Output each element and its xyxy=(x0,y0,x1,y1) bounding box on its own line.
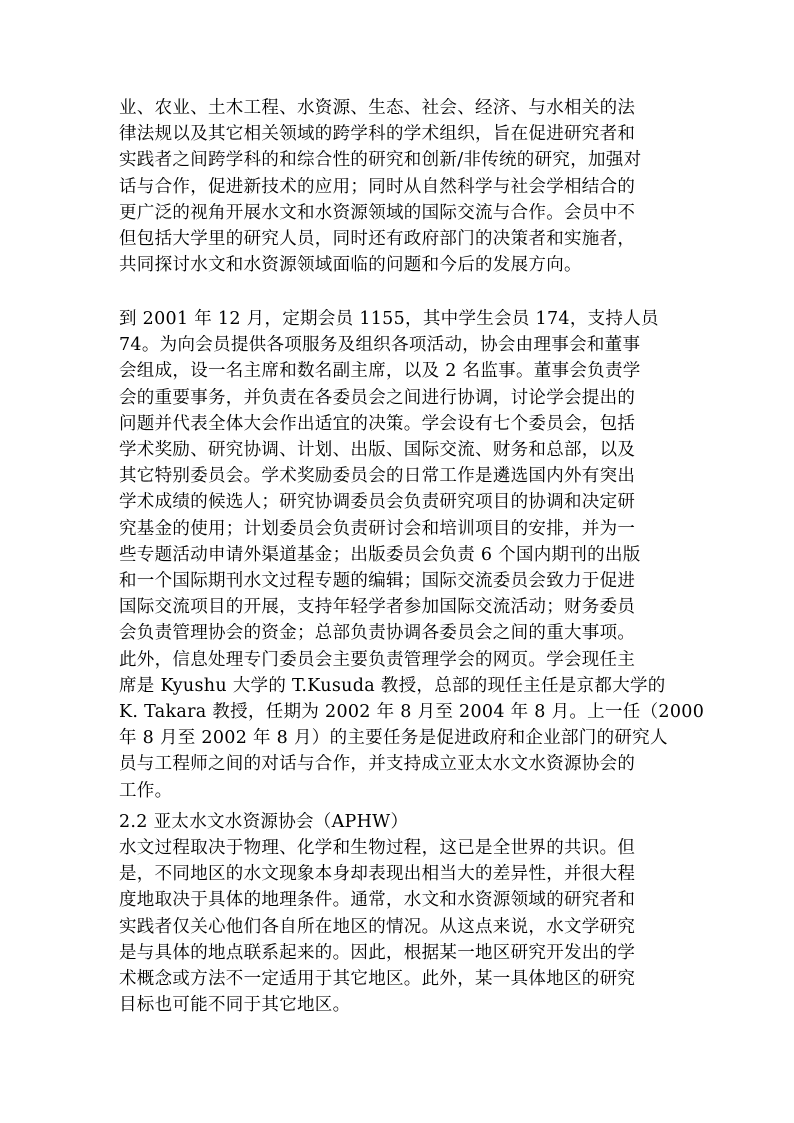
paragraph-iahr-overview xyxy=(119,95,679,278)
text-line: 问题并代表全体大会作出适宜的决策。学会设有七个委员会，包括 xyxy=(119,413,636,434)
text-line: 律法规以及其它相关领域的跨学科的学术组织，旨在促进研究者和 xyxy=(119,124,636,145)
section-heading xyxy=(119,809,679,835)
text-line: 席是 Kyushu 大学的 T.Kusuda 教授，总部的现任主任是京都大学的 xyxy=(119,675,666,696)
text-line: 到 2001 年 12 月，定期会员 1155，其中学生会员 174，支持人员 xyxy=(119,309,659,329)
text-line: 度地取决于具体的地理条件。通常，水文和水资源领域的研究者和 xyxy=(119,890,636,911)
text-line: 共同探讨水文和水资源领域面临的问题和今后的发展方向。 xyxy=(119,255,582,276)
paragraph-aphw-background xyxy=(119,835,679,1018)
text-line: 些专题活动申请外渠道基金；出版委员会负责 6 个国内期刊的出版 xyxy=(119,544,641,565)
text-line: 工作。 xyxy=(119,780,173,801)
text-line: 实践者仅关心他们各自所在地区的情况。从这点来说，水文学研究 xyxy=(119,916,636,937)
text-line: 更广泛的视角开展水文和水资源领域的国际交流与合作。会员中不 xyxy=(119,202,636,223)
text-line: 和一个国际期刊水文过程专题的编辑；国际交流委员会致力于促进 xyxy=(119,571,636,592)
text-line: 实践者之间跨学科的和综合性的研究和创新/非传统的研究，加强对 xyxy=(119,150,642,171)
text-line: 会组成，设一名主席和数名副主席，以及 2 名监事。董事会负责学 xyxy=(119,361,641,382)
text-line: 业、农业、土木工程、水资源、生态、社会、经济、与水相关的法 xyxy=(119,98,636,118)
text-line: 国际交流项目的开展，支持年轻学者参加国际交流活动；财务委员 xyxy=(119,597,636,618)
section-title: 2.2 亚太水文水资源协会（APHW） xyxy=(119,812,409,832)
text-line: 是，不同地区的水文现象本身却表现出相当大的差异性，并很大程 xyxy=(119,864,636,885)
text-line: 其它特别委员会。学术奖励委员会的日常工作是遴选国内外有突出 xyxy=(119,466,636,487)
text-line: 会的重要事务，并负责在各委员会之间进行协调，讨论学会提出的 xyxy=(119,387,636,408)
text-line: 话与合作，促进新技术的应用；同时从自然科学与社会学相结合的 xyxy=(119,176,636,197)
text-line: 术概念或方法不一定适用于其它地区。此外，某一具体地区的研究 xyxy=(119,969,636,990)
text-line: 学术奖励、研究协调、计划、出版、国际交流、财务和总部，以及 xyxy=(119,440,636,461)
text-line: 学术成绩的候选人；研究协调委员会负责研究项目的协调和决定研 xyxy=(119,492,636,513)
text-line: 水文过程取决于物理、化学和生物过程，这已是全世界的共识。但 xyxy=(119,838,636,858)
text-line: 年 8 月至 2002 年 8 月）的主要任务是促进政府和企业部门的研究人 xyxy=(119,728,668,749)
text-line: 究基金的使用；计划委员会负责研讨会和培训项目的安排，并为一 xyxy=(119,518,636,539)
text-line: 但包括大学里的研究人员，同时还有政府部门的决策者和实施者， xyxy=(119,229,636,250)
paragraph-membership-committees xyxy=(119,306,705,804)
text-line: 此外，信息处理专门委员会主要负责管理学会的网页。学会现任主 xyxy=(119,649,636,670)
text-line: 74。为向会员提供各项服务及组织各项活动，协会由理事会和董事 xyxy=(119,335,641,356)
text-line: 会负责管理协会的资金；总部负责协调各委员会之间的重大事项。 xyxy=(119,623,636,644)
text-line: 目标也可能不同于其它地区。 xyxy=(119,995,351,1016)
text-line: 员与工程师之间的对话与合作，并支持成立亚太水文水资源协会的 xyxy=(119,754,636,775)
text-line: K. Takara 教授，任期为 2002 年 8 月至 2004 年 8 月。上一任（2000 xyxy=(119,702,705,723)
text-line: 是与具体的地点联系起来的。因此，根据某一地区研究开发出的学 xyxy=(119,942,636,963)
